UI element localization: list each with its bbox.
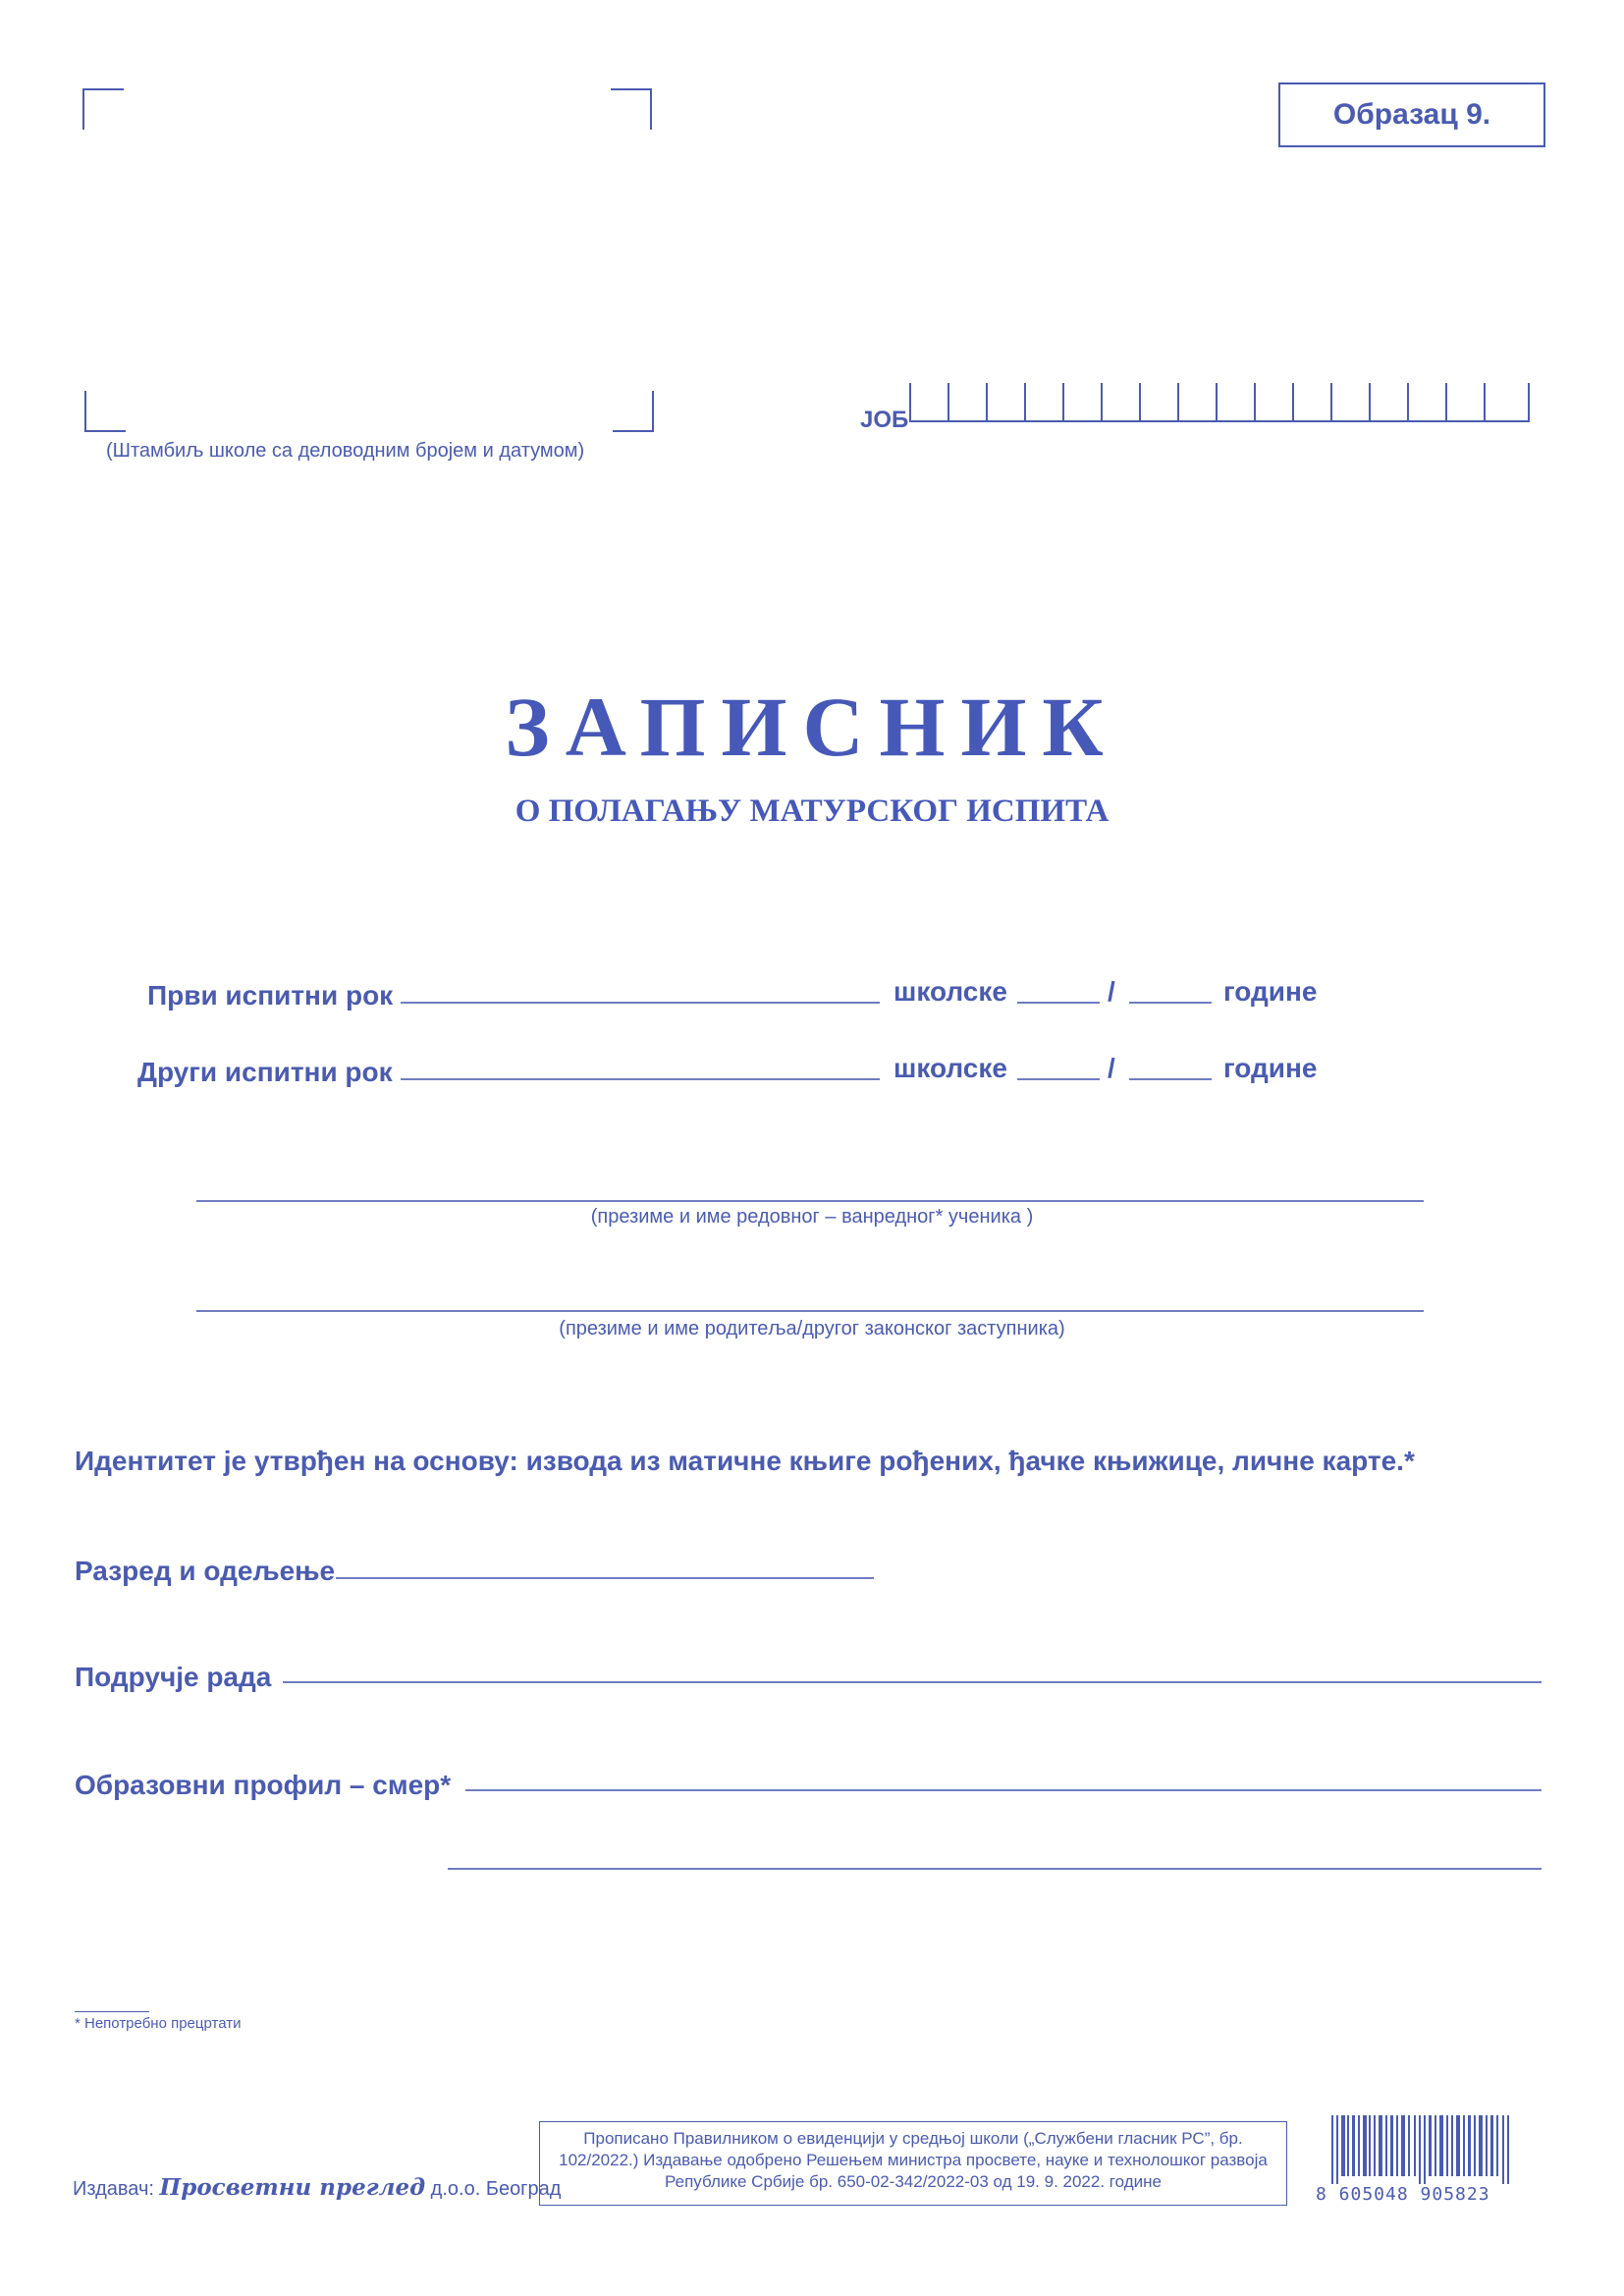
exam-term-2-year-end[interactable] xyxy=(1129,1078,1212,1080)
field-of-work-field[interactable] xyxy=(283,1681,1542,1683)
class-field[interactable] xyxy=(336,1577,874,1579)
stamp-caption: (Штамбиљ школе са деловодним бројем и датумом) xyxy=(106,440,585,462)
footnote-rule xyxy=(75,2011,149,2012)
class-label: Разред и одељење xyxy=(75,1556,336,1586)
exam-term-1-year-word: године xyxy=(1223,976,1318,1007)
document-subtitle: О ПОЛАГАЊУ МАТУРСКОГ ИСПИТА xyxy=(514,793,1110,829)
footnote: * Непотребно прецртати xyxy=(75,2015,242,2032)
publisher-prefix: Издавач: xyxy=(73,2178,154,2200)
student-name-caption: (презиме и име редовног – ванредног* ученика ) xyxy=(590,1206,1034,1228)
regulation-box xyxy=(539,2121,1287,2206)
student-name-field[interactable] xyxy=(196,1200,1424,1202)
publisher-suffix: д.о.о. Београд xyxy=(430,2178,562,2200)
exam-term-1-label: Први испитни рок xyxy=(147,980,394,1011)
exam-term-1-school: школске xyxy=(893,976,1007,1007)
exam-term-2-school: школске xyxy=(893,1053,1007,1083)
publisher-line xyxy=(73,2174,561,2201)
form-number-box xyxy=(1278,82,1545,147)
profile-field-2[interactable] xyxy=(448,1868,1542,1870)
job-label: ЈОБ xyxy=(860,407,909,433)
regulation-text: Прописано Правилником о евиденцији у средњој школи („Службени гласник РС”, бр. 102/2022.) Издавање одобрено Решењем министра просвете, науке и технолошког развоја Републике Србије бр. 650-02-342/2022-03 од 19. 9. 2022. године xyxy=(559,2129,1268,2191)
document-title: ЗАПИСНИК xyxy=(505,680,1119,774)
identity-statement: Идентитет је утврђен на основу: извода из матичне књиге рођених, ђачке књижице, личне карте.* xyxy=(75,1446,1415,1476)
profile-label: Образовни профил – смер* xyxy=(75,1770,452,1800)
publisher-logo: Просветни преглед xyxy=(159,2174,426,2201)
stamp-corner-top-right xyxy=(611,88,652,130)
exam-term-2-year-start[interactable] xyxy=(1017,1078,1100,1080)
parent-name-caption: (презиме и име родитеља/другог законског заступника) xyxy=(559,1318,1065,1339)
barcode-icon xyxy=(1331,2115,1543,2184)
exam-term-1-year-end[interactable] xyxy=(1129,1002,1212,1004)
exam-term-1-slash: / xyxy=(1108,976,1115,1007)
stamp-corner-bottom-right xyxy=(613,391,654,432)
form-number: Образац 9. xyxy=(1332,98,1491,131)
exam-term-2-year-word: године xyxy=(1223,1053,1318,1083)
barcode xyxy=(1316,2115,1528,2210)
parent-name-field[interactable] xyxy=(196,1310,1424,1312)
exam-term-2-slash: / xyxy=(1108,1053,1115,1083)
field-of-work-label: Подручје рада xyxy=(75,1662,272,1692)
stamp-corner-top-left xyxy=(82,88,124,130)
exam-term-1-field[interactable] xyxy=(401,1002,880,1004)
exam-term-2-label: Други испитни рок xyxy=(137,1057,393,1087)
exam-term-2-field[interactable] xyxy=(401,1078,880,1080)
profile-field-1[interactable] xyxy=(465,1789,1542,1791)
exam-term-1-year-start[interactable] xyxy=(1017,1002,1100,1004)
stamp-corner-bottom-left xyxy=(84,391,126,432)
barcode-number: 8 605048 905823 xyxy=(1316,2184,1490,2205)
